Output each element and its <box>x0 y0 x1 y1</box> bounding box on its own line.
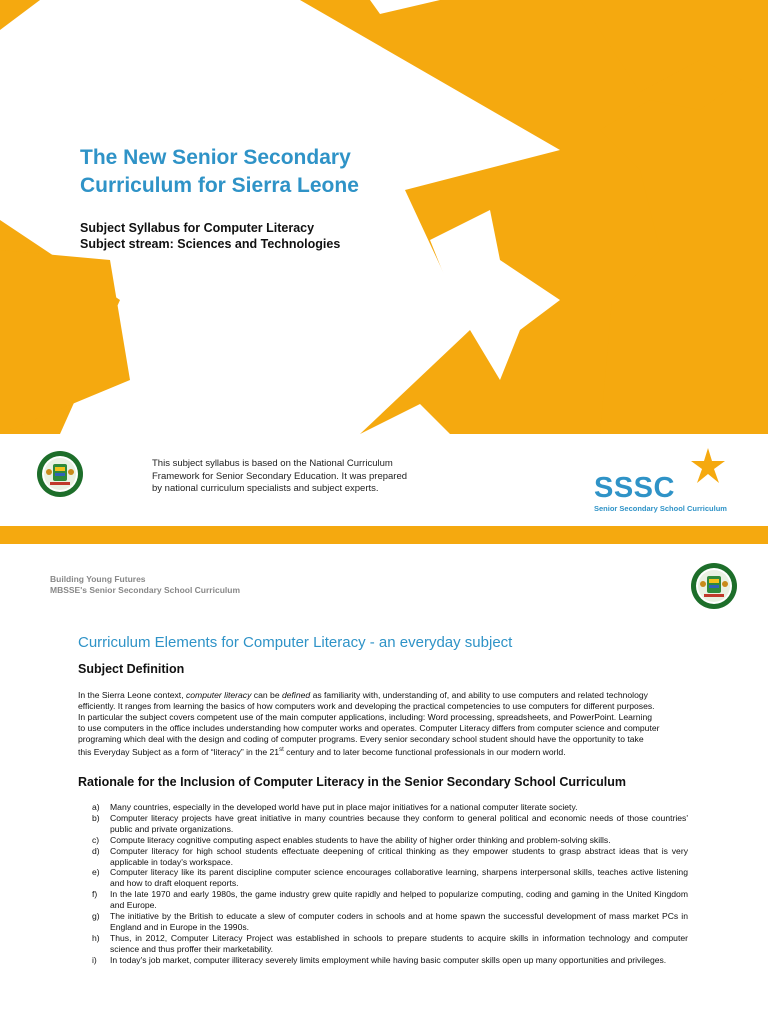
list-item-text: Computer literacy projects have great initiative in many countries because they conform to general political and economic needs of those countries' public and private organizations. <box>110 812 688 834</box>
list-marker: e) <box>92 867 100 878</box>
list-item-text: The initiative by the British to educate a slew of computer coders in schools and at home spawn the successful development of mass market PCs in England and in Europe in the 1990s. <box>110 911 688 932</box>
list-marker: h) <box>92 932 100 943</box>
sssc-logo-word: SSSC <box>594 472 675 504</box>
list-item <box>92 889 688 911</box>
list-item <box>92 802 688 813</box>
syllabus-note-line-1: This subject syllabus is based on the National Curriculum <box>152 458 393 469</box>
definition-line-2: efficiently. It ranges from learning the basics of how computers work and developing the practical competencies to use computers for different purposes. <box>78 700 655 711</box>
star-background-graphic <box>0 0 768 434</box>
syllabus-note-line-2: Framework for Senior Secondary Education. It was prepared <box>152 470 408 482</box>
list-item <box>92 835 688 846</box>
list-item <box>92 933 688 955</box>
list-marker: a) <box>92 802 100 812</box>
list-item <box>92 867 688 889</box>
definition-term: computer literacy <box>185 690 252 700</box>
definition-line-6 <box>78 745 688 758</box>
list-item <box>92 846 688 868</box>
subtitle-line-2: Subject stream: Sciences and Technologies <box>80 237 341 251</box>
list-item <box>92 955 688 966</box>
list-marker: c) <box>92 834 100 845</box>
section-title: Curriculum Elements for Computer Literacy - an everyday subject <box>78 634 513 651</box>
definition-line-3: In particular the subject covers competent use of the main computer applications, including: Word processing, spreadsheets, and PowerPoint. Learning <box>78 711 653 722</box>
running-header-line-2: MBSSE's Senior Secondary School Curriculum <box>50 585 241 595</box>
list-item-text: In the late 1970 and early 1980s, the game industry grew quite rapidly and helped to popularize computing, coding and gaming in the United Kingdom and Europe. <box>110 889 688 911</box>
list-marker: g) <box>92 911 100 922</box>
rationale-heading: Rationale for the Inclusion of Computer Literacy in the Senior Secondary School Curriculum <box>78 775 626 789</box>
star-icon <box>686 446 726 486</box>
list-item-text: Computer literacy for high school students effectuate deepening of critical thinking as they empower students to grasp abstract ideas that is very applicable in today's workspace. <box>110 845 688 867</box>
rationale-list <box>92 802 688 966</box>
definition-line-1 <box>78 690 688 701</box>
subject-definition-paragraph <box>78 690 688 757</box>
superscript: st <box>279 746 284 753</box>
sssc-logo-tagline: Senior Secondary School Curriculum <box>594 504 727 513</box>
running-header <box>50 574 240 596</box>
list-marker: b) <box>92 812 100 823</box>
coat-of-arms-seal-icon <box>690 562 738 610</box>
definition-text: this Everyday Subject as a form of “literacy” in the 21 <box>78 746 280 757</box>
list-marker: i) <box>92 954 97 965</box>
cover-banner <box>0 0 768 434</box>
definition-line-5: programing which deal with the design and coding of computer programs. Every senior secondary school student should have the opportunity to take <box>78 733 644 744</box>
running-header-line-1: Building Young Futures <box>50 574 146 584</box>
list-item-text: Thus, in 2012, Computer Literacy Project was established in schools to prepare students to acquire skills in information technology and computer science and thus proffer their marketability. <box>110 932 688 954</box>
subtitle-line-1: Subject Syllabus for Computer Literacy <box>80 221 315 235</box>
list-item <box>92 911 688 933</box>
list-item-text: Computer literacy like its parent discipline computer science encourages collaborative learning, sharpens interpersonal skills, teaches active listening and how to draft eloquent reports. <box>110 867 688 889</box>
list-marker: d) <box>92 845 100 856</box>
syllabus-note-line-3: by national curriculum specialists and subject experts. <box>152 483 379 494</box>
definition-text: century and to later become functional professionals in our modern world. <box>283 746 566 757</box>
title-line-1: The New Senior Secondary <box>80 146 351 169</box>
list-item <box>92 813 688 835</box>
definition-term: defined <box>281 690 311 700</box>
title-line-2: Curriculum for Sierra Leone <box>80 174 359 197</box>
syllabus-note <box>152 458 412 496</box>
cover-subtitle <box>80 220 340 252</box>
definition-text: as familiarity with, understanding of, and ability to use computers and related technology <box>310 690 648 700</box>
coat-of-arms-seal-icon <box>36 450 84 498</box>
orange-divider <box>0 526 768 544</box>
list-marker: f) <box>92 889 98 900</box>
list-item-text: Compute literacy cognitive computing aspect enables students to have the ability of higher order thinking and problem-solving skills. <box>110 834 611 845</box>
list-item-text: In today's job market, computer illiteracy severely limits employment while having basic computer skills open up many opportunities and privileges. <box>110 954 667 965</box>
definition-text: In the Sierra Leone context, <box>78 690 186 700</box>
list-item-text: Many countries, especially in the developed world have put in place major initiatives for a national computer literate society. <box>110 802 578 812</box>
definition-text: can be <box>251 690 282 700</box>
document-title <box>80 144 359 200</box>
sssc-logo <box>590 446 740 516</box>
subject-definition-heading: Subject Definition <box>78 662 185 676</box>
definition-line-4: to use computers in the office includes understanding how computer works and operates. Computer Literacy differs from computer science and computer <box>78 722 660 733</box>
